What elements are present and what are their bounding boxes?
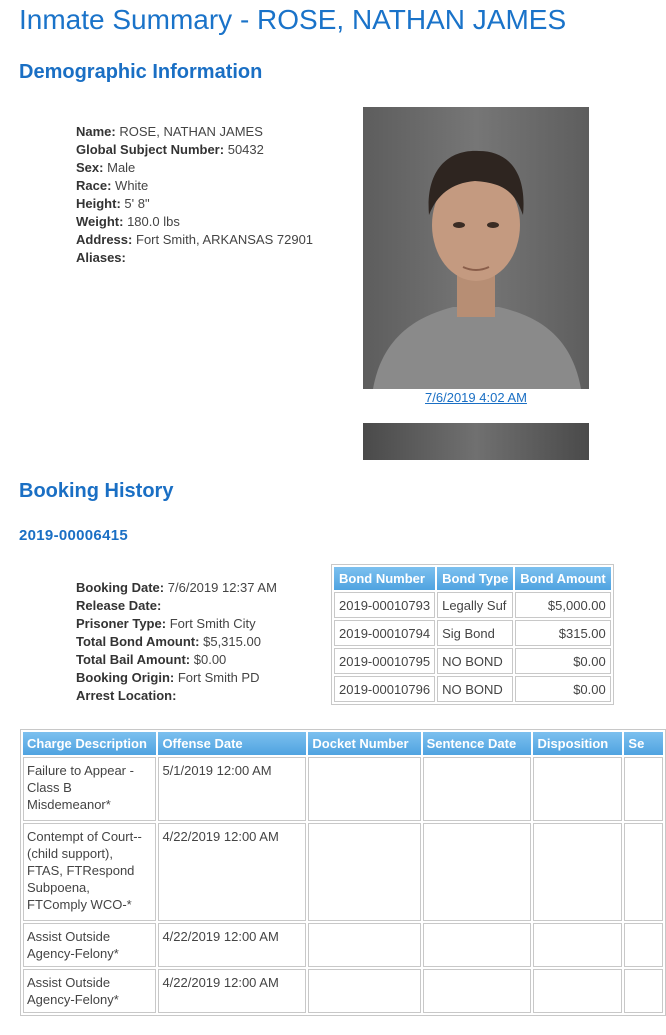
bond-type-header[interactable]: Bond Type [437, 567, 513, 590]
sentence-cell [624, 923, 663, 967]
weight-row: Weight: 180.0 lbs [76, 214, 180, 229]
booking-number: 2019-00006415 [19, 527, 129, 544]
offense-date-header[interactable]: Offense Date [158, 732, 306, 755]
booking-origin-value: Fort Smith PD [177, 670, 260, 685]
aliases-row: Aliases: [76, 250, 126, 265]
disposition-cell [533, 923, 622, 967]
race-value: White [115, 178, 149, 193]
sentence-date-cell [423, 823, 532, 921]
mugshot-photo[interactable] [363, 107, 589, 389]
booking-origin-row: Booking Origin: Fort Smith PD [76, 670, 260, 685]
bond-table-header [334, 567, 611, 590]
bond-type-cell: Legally Suf [437, 592, 513, 618]
bond-number-cell: 2019-00010794 [334, 620, 435, 646]
height-value: 5' 8" [124, 196, 150, 211]
table-row [23, 823, 663, 921]
sentence-date-cell [423, 757, 532, 821]
bond-type-cell: NO BOND [437, 648, 513, 674]
secondary-photo-thumbnail[interactable] [363, 423, 589, 460]
charge-description-cell: Assist Outside Agency-Felony* [23, 923, 156, 967]
weight-value: 180.0 lbs [127, 214, 180, 229]
sentence-date-cell [423, 969, 532, 1013]
offense-date-cell: 4/22/2019 12:00 AM [158, 969, 306, 1013]
arrest-location-row: Arrest Location: [76, 688, 177, 703]
sentence-date-header[interactable]: Sentence Date [423, 732, 532, 755]
bond-amount-cell: $315.00 [515, 620, 610, 646]
bond-amount-cell: $0.00 [515, 648, 610, 674]
bond-number-cell: 2019-00010793 [334, 592, 435, 618]
bond-type-cell: Sig Bond [437, 620, 513, 646]
booking-date-row: Booking Date: 7/6/2019 12:37 AM [76, 580, 277, 595]
booking-details [76, 579, 277, 705]
offense-date-cell: 4/22/2019 12:00 AM [158, 923, 306, 967]
name-value: ROSE, NATHAN JAMES [119, 124, 263, 139]
address-row: Address: Fort Smith, ARKANSAS 72901 [76, 232, 314, 247]
prisoner-type-row: Prisoner Type: Fort Smith City [76, 616, 256, 631]
sex-value: Male [107, 160, 136, 175]
docket-number-cell [308, 823, 420, 921]
height-row: Height: 5' 8" [76, 196, 150, 211]
demographic-heading: Demographic Information [19, 61, 263, 83]
charge-description-cell: Failure to Appear - Class B Misdemeanor* [23, 757, 156, 821]
sex-row: Sex: Male [76, 160, 136, 175]
release-date-row: Release Date: [76, 598, 162, 613]
sentence-date-cell [423, 923, 532, 967]
booking-date-value: 7/6/2019 12:37 AM [167, 580, 277, 595]
name-row: Name: ROSE, NATHAN JAMES [76, 124, 263, 139]
charge-description-cell: Contempt of Court--(child support), FTAS, FTRespond Subpoena, FTComply WCO-* [23, 823, 156, 921]
sentence-cell [624, 757, 663, 821]
sentence-header[interactable]: Se [624, 732, 663, 755]
total-bail-amount-row: Total Bail Amount: $0.00 [76, 652, 227, 667]
bond-number-cell: 2019-00010795 [334, 648, 435, 674]
sentence-cell [624, 969, 663, 1013]
table-row [23, 923, 663, 967]
address-value: Fort Smith, ARKANSAS 72901 [136, 232, 314, 247]
total-bond-amount-row: Total Bond Amount: $5,315.00 [76, 634, 261, 649]
offense-date-cell: 5/1/2019 12:00 AM [158, 757, 306, 821]
disposition-cell [533, 969, 622, 1013]
total-bail-amount-value: $0.00 [193, 652, 227, 667]
docket-number-cell [308, 969, 420, 1013]
total-bond-amount-value: $5,315.00 [203, 634, 261, 649]
bond-type-cell: NO BOND [437, 676, 513, 702]
race-row: Race: White [76, 178, 149, 193]
offense-date-cell: 4/22/2019 12:00 AM [158, 823, 306, 921]
bond-number-header[interactable]: Bond Number [334, 567, 435, 590]
prisoner-type-value: Fort Smith City [169, 616, 256, 631]
table-row [334, 592, 611, 618]
docket-number-cell [308, 923, 420, 967]
disposition-cell [533, 823, 622, 921]
sentence-cell [624, 823, 663, 921]
bond-table [331, 564, 614, 705]
photo-date-link[interactable]: 7/6/2019 4:02 AM [425, 390, 527, 405]
page-title: Inmate Summary - ROSE, NATHAN JAMES [19, 4, 567, 35]
bond-amount-header[interactable]: Bond Amount [515, 567, 610, 590]
global-subject-number-row: Global Subject Number: 50432 [76, 142, 264, 157]
table-row [334, 648, 611, 674]
charge-table-header [23, 732, 663, 755]
global-subject-number-value: 50432 [227, 142, 264, 157]
booking-history-heading: Booking History [19, 480, 174, 502]
charge-description-cell: Assist Outside Agency-Felony* [23, 969, 156, 1013]
bond-number-cell: 2019-00010796 [334, 676, 435, 702]
person-photo-icon [363, 107, 589, 389]
bond-amount-cell: $0.00 [515, 676, 610, 702]
charge-table [20, 729, 666, 1016]
table-row [334, 620, 611, 646]
docket-number-header[interactable]: Docket Number [308, 732, 420, 755]
table-row [23, 757, 663, 821]
disposition-header[interactable]: Disposition [533, 732, 622, 755]
demographic-details [76, 123, 313, 267]
bond-amount-cell: $5,000.00 [515, 592, 610, 618]
disposition-cell [533, 757, 622, 821]
table-row [334, 676, 611, 702]
docket-number-cell [308, 757, 420, 821]
charge-description-header[interactable]: Charge Description [23, 732, 156, 755]
table-row [23, 969, 663, 1013]
